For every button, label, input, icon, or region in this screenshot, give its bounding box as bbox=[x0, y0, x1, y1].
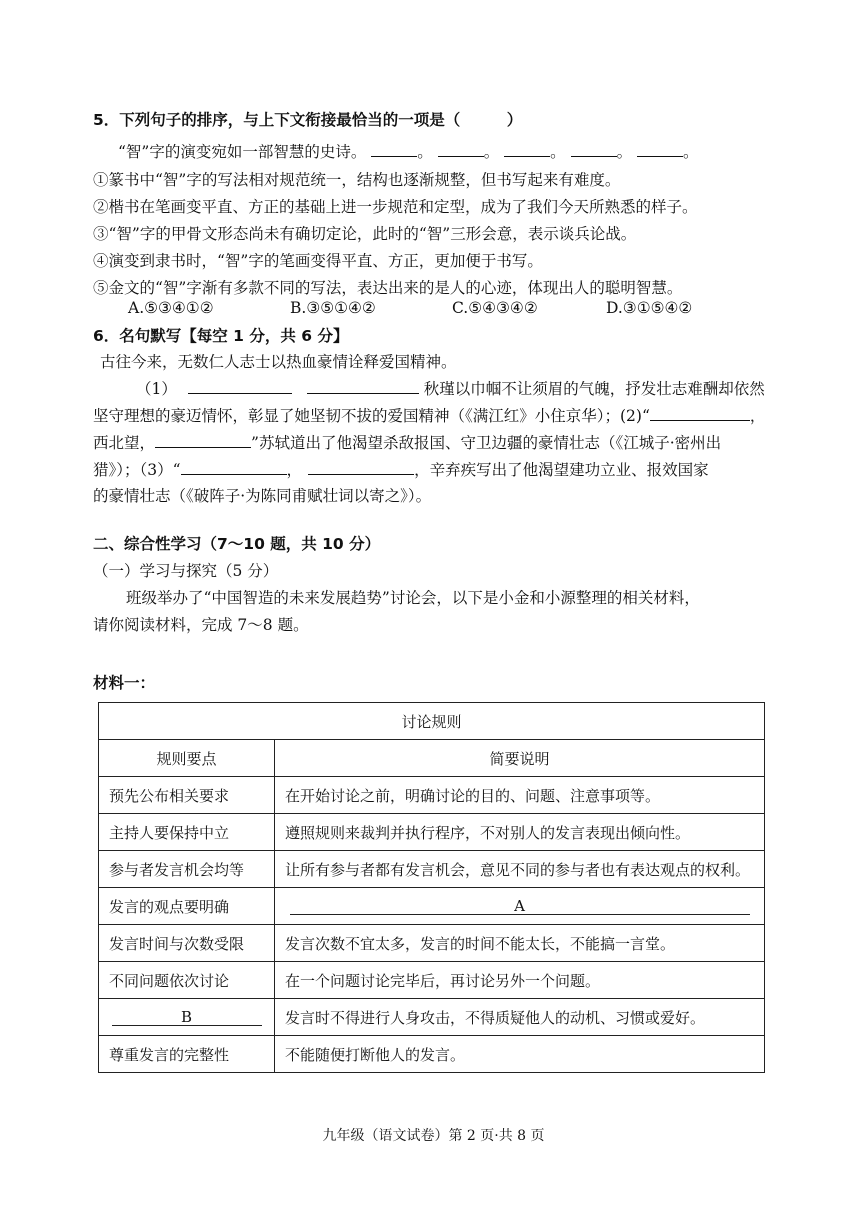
q5-blank-5[interactable] bbox=[637, 142, 683, 157]
discussion-rules-table bbox=[98, 702, 765, 1073]
table-row bbox=[99, 962, 765, 999]
blank-b[interactable]: B bbox=[112, 1009, 262, 1026]
rule-desc: 在一个问题讨论完毕后，再讨论另外一个问题。 bbox=[275, 962, 765, 999]
table-row bbox=[99, 851, 765, 888]
q5-sentence-2: ②楷书在笔画变平直、方正的基础上进一步规范和定型，成为了我们今天所熟悉的样子。 bbox=[93, 198, 698, 216]
rule-key: 预先公布相关要求 bbox=[99, 777, 275, 814]
rule-desc: 让所有参与者都有发言机会，意见不同的参与者也有表达观点的权利。 bbox=[275, 851, 765, 888]
question-6-title: 6．名句默写【每空 1 分，共 6 分】 bbox=[93, 327, 349, 345]
q5-lead-text: “智”字的演变宛如一部智慧的史诗。 bbox=[118, 143, 367, 161]
rule-desc: 不能随便打断他人的发言。 bbox=[275, 1036, 765, 1073]
rule-desc-blank-a[interactable] bbox=[275, 888, 765, 925]
q5-sentence-5: ⑤金文的“智”字渐有多款不同的写法，表达出来的是人的心迹，体现出人的聪明智慧。 bbox=[93, 279, 683, 297]
q5-option-d[interactable]: D.③①⑤④② bbox=[606, 299, 693, 317]
section-2-paragraph-2: 请你阅读材料，完成 7～8 题。 bbox=[93, 616, 309, 634]
rule-key: 发言的观点要明确 bbox=[99, 888, 275, 925]
q6-intro: 古往今来，无数仁人志士以热血豪情诠释爱国精神。 bbox=[100, 353, 457, 371]
q6-blank-1[interactable] bbox=[188, 379, 292, 394]
table-row bbox=[99, 925, 765, 962]
rule-key: 发言时间与次数受限 bbox=[99, 925, 275, 962]
q6-line-2 bbox=[93, 404, 765, 426]
table-row bbox=[99, 888, 765, 925]
table-row bbox=[99, 814, 765, 851]
q5-option-c[interactable]: C.⑤④③④② bbox=[452, 299, 538, 317]
q6-line-5: 的豪情壮志（《破阵子·为陈同甫赋壮词以寄之》）。 bbox=[93, 487, 432, 505]
rule-key-blank-b[interactable] bbox=[99, 999, 275, 1036]
table-row bbox=[99, 777, 765, 814]
rule-key: 不同问题依次讨论 bbox=[99, 962, 275, 999]
table-row bbox=[99, 1036, 765, 1073]
q6-line-3-text: ”苏轼道出了他渴望杀敌报国、守卫边疆的豪情壮志（《江城子·密州出 bbox=[251, 434, 722, 452]
rule-desc: 发言次数不宜太多，发言的时间不能太长，不能搞一言堂。 bbox=[275, 925, 765, 962]
q6-line-2-end: ， bbox=[749, 407, 766, 425]
q5-blank-4[interactable] bbox=[571, 142, 617, 157]
q5-option-b[interactable]: B.③⑤①④② bbox=[290, 299, 376, 317]
q5-sentence-4: ④演变到隶书时，“智”字的笔画变得平直、方正，更加便于书写。 bbox=[93, 252, 543, 270]
q6-blank-2[interactable] bbox=[307, 379, 419, 394]
q5-lead-sentence: “智”字的演变宛如一部智慧的史诗。 。 。 。 。 。 bbox=[118, 143, 699, 161]
table-caption: 讨论规则 bbox=[99, 703, 765, 740]
q6-line-4-text: ，辛弃疾写出了他渴望建功立业、报效国家 bbox=[414, 461, 709, 479]
q5-sentence-3: ③“智”字的甲骨文形态尚未有确切定论，此时的“智”三形会意，表示谈兵论战。 bbox=[93, 225, 637, 243]
q6-line-4-comma: ， bbox=[286, 461, 303, 479]
rule-desc: 在开始讨论之前，明确讨论的目的、问题、注意事项等。 bbox=[275, 777, 765, 814]
material-one-label: 材料一： bbox=[93, 674, 156, 692]
rule-key: 参与者发言机会均等 bbox=[99, 851, 275, 888]
q5-blank-1[interactable] bbox=[371, 142, 417, 157]
q6-blank-5[interactable] bbox=[181, 460, 287, 475]
table-row bbox=[99, 999, 765, 1036]
rule-key: 主持人要保持中立 bbox=[99, 814, 275, 851]
question-5-stem: 5．下列句子的排序，与上下文衔接最恰当的一项是（ ） bbox=[93, 111, 523, 129]
q5-option-a[interactable]: A.⑤③④①② bbox=[128, 299, 214, 317]
table-header-row bbox=[99, 740, 765, 777]
q5-sentence-1: ①篆书中“智”字的写法相对规范统一，结构也逐渐规整，但书写起来有难度。 bbox=[93, 171, 621, 189]
q6-line-4-start: 猎》）；（3）“ bbox=[93, 461, 181, 479]
q5-blank-2[interactable] bbox=[438, 142, 484, 157]
q6-line-2-text: 坚守理想的豪迈情怀，彰显了她坚韧不拔的爱国精神（《满江红》小住京华）；(2)“ bbox=[93, 407, 650, 425]
q6-line-3 bbox=[93, 431, 721, 453]
blank-a[interactable]: A bbox=[290, 898, 750, 915]
rule-desc: 发言时不得进行人身攻击，不得质疑他人的动机、习惯或爱好。 bbox=[275, 999, 765, 1036]
q6-line-1 bbox=[136, 377, 765, 399]
q6-line-3-start: 西北望， bbox=[93, 434, 156, 452]
page-footer: 九年级（语文试卷）第 2 页·共 8 页 bbox=[322, 1128, 545, 1144]
section-2-title: 二、综合性学习（7～10 题，共 10 分） bbox=[93, 535, 381, 553]
rule-desc: 遵照规则来裁判并执行程序，不对别人的发言表现出倾向性。 bbox=[275, 814, 765, 851]
table-header-desc: 简要说明 bbox=[275, 740, 765, 777]
section-2-paragraph-1: 班级举办了“中国智造的未来发展趋势”讨论会，以下是小金和小源整理的相关材料， bbox=[126, 589, 700, 607]
q6-line-1-text: 秋瑾以巾帼不让须眉的气魄，抒发壮志难酬却依然 bbox=[423, 380, 765, 398]
section-2-subtitle: （一）学习与探究（5 分） bbox=[93, 562, 279, 580]
table-header-rule: 规则要点 bbox=[99, 740, 275, 777]
rule-key: 尊重发言的完整性 bbox=[99, 1036, 275, 1073]
q6-line-4 bbox=[93, 458, 709, 480]
q6-blank-3[interactable] bbox=[650, 406, 750, 421]
q5-blank-3[interactable] bbox=[504, 142, 550, 157]
q6-blank-4[interactable] bbox=[155, 433, 251, 448]
q6-item-1-label: （1） bbox=[136, 380, 177, 398]
q6-blank-6[interactable] bbox=[308, 460, 414, 475]
table-caption-row bbox=[99, 703, 765, 740]
